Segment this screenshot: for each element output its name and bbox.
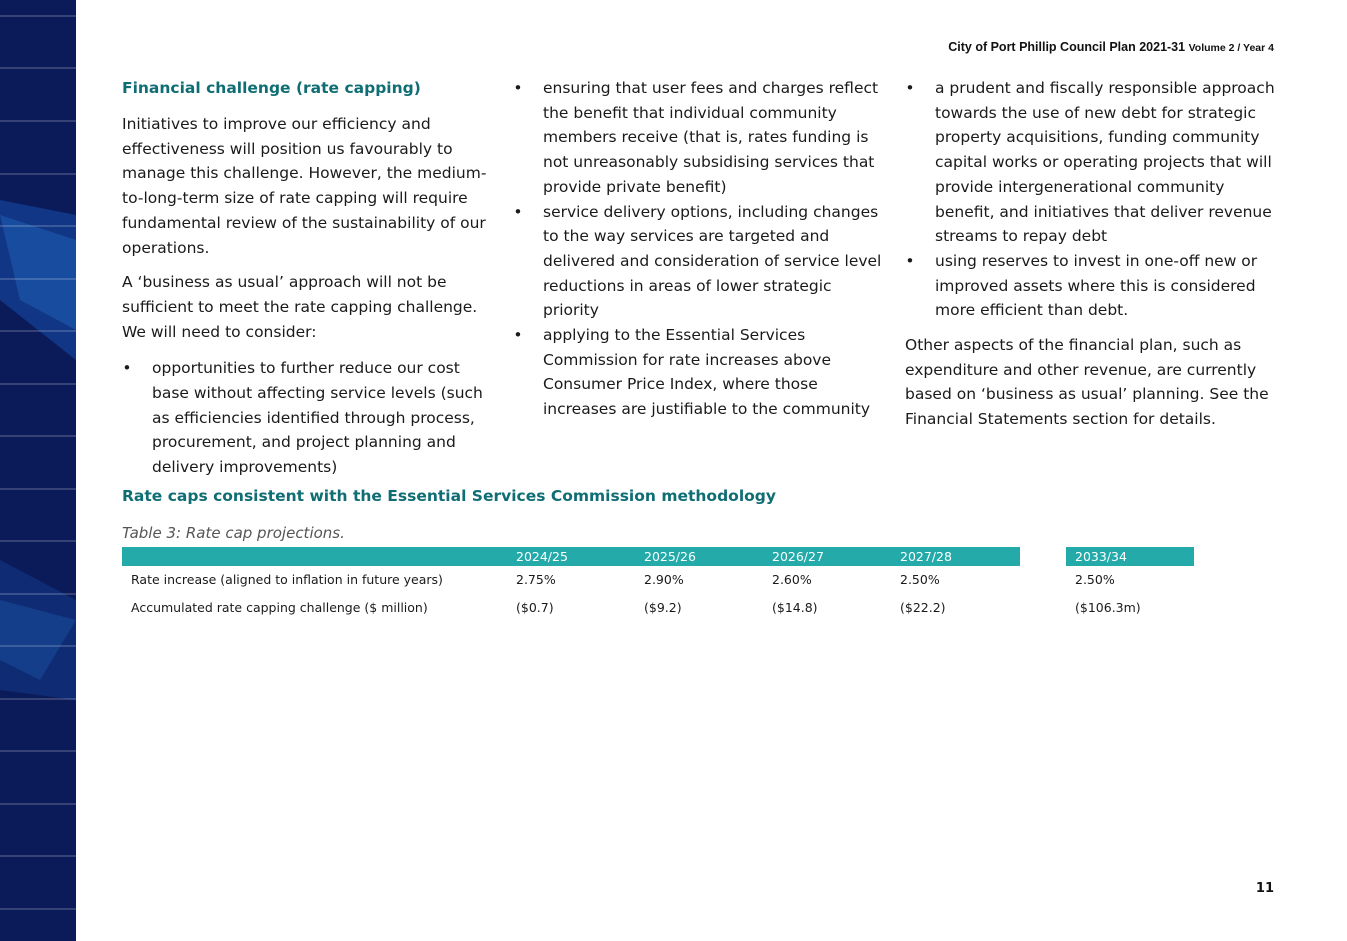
list-item	[905, 76, 1285, 249]
bullet-icon: •	[905, 251, 915, 270]
list-item-text: opportunities to further reduce our cost base without affecting service levels (such as efficiencies identified through process, procurement, and project planning and delivery improvements)	[152, 359, 483, 477]
list-item-text: applying to the Essential Services Commission for rate increases above Consumer Price Index, where those increases are justifiable to the community	[543, 326, 871, 419]
table-cell: ($106.3m)	[1075, 600, 1141, 615]
table-cell: 2.50%	[900, 572, 940, 587]
list-item	[513, 323, 885, 422]
bullet-icon: •	[513, 79, 523, 97]
financial-challenge-heading: Financial challenge (rate capping)	[122, 79, 421, 97]
column-3	[905, 76, 1285, 442]
table-cell: ($22.2)	[900, 600, 946, 615]
bullet-icon: •	[513, 202, 523, 221]
row-label: Rate increase (aligned to inflation in future years)	[131, 572, 443, 587]
paragraph-business-as-usual: A ‘business as usual’ approach will not be sufficient to meet the rate capping challenge. We will need to consider:	[122, 273, 478, 341]
column-header: 2025/26	[644, 549, 696, 564]
bullet-icon: •	[905, 79, 915, 97]
list-item-text: service delivery options, including changes to the way services are targeted and delivered and consideration of service level reductions in areas of lower strategic priority	[543, 202, 882, 320]
column-header: 2024/25	[516, 549, 568, 564]
bullet-icon: •	[513, 326, 523, 345]
document-subtitle: Volume 2 / Year 4	[1188, 42, 1274, 54]
rate-caps-heading: Rate caps consistent with the Essential Services Commission methodology	[122, 487, 776, 505]
consider-list-part-1	[122, 356, 492, 480]
column-header: 2026/27	[772, 549, 824, 564]
list-item	[905, 249, 1285, 323]
rate-cap-table	[122, 547, 1197, 622]
list-item-text: ensuring that user fees and charges reflect the benefit that individual community members receive (that is, rates funding is not unreasonably subsidising services that provide private benefit)	[543, 79, 879, 196]
table-caption: Table 3: Rate cap projections.	[122, 524, 345, 542]
sidebar-pattern-graphic	[0, 0, 76, 941]
list-item-text: using reserves to invest in one-off new or improved assets where this is considered more efficient than debt.	[935, 251, 1258, 320]
table-header-row	[122, 547, 1197, 566]
paragraph-other-aspects: Other aspects of the financial plan, such as expenditure and other revenue, are currently based on ‘business as usual’ planning. See the Financial Statements section for details.	[905, 336, 1269, 429]
consider-list-part-2	[513, 76, 885, 422]
document-title: City of Port Phillip Council Plan 2021-31	[948, 40, 1186, 54]
table-row	[122, 566, 1197, 594]
table-cell: ($14.8)	[772, 600, 818, 615]
paragraph-efficiency: Initiatives to improve our efficiency and effectiveness will position us favourably to manage this challenge. However, the medium-to-long-term size of rate capping will require fundamental review of the sustainability of our operations.	[122, 115, 487, 257]
page-header	[948, 40, 1274, 54]
column-1	[122, 76, 492, 480]
table-cell: ($0.7)	[516, 600, 554, 615]
row-label: Accumulated rate capping challenge ($ million)	[131, 600, 428, 615]
list-item-text: a prudent and fiscally responsible approach towards the use of new debt for strategic property acquisitions, funding community capital works or operating projects that will provide intergenerational community benefit, and initiatives that deliver revenue streams to repay debt	[935, 79, 1275, 246]
bullet-icon: •	[122, 359, 132, 378]
table-cell: 2.50%	[1075, 572, 1115, 587]
decorative-sidebar	[0, 0, 76, 941]
consider-list-part-3	[905, 76, 1285, 323]
column-header: 2033/34	[1075, 549, 1127, 564]
table-cell: 2.60%	[772, 572, 812, 587]
list-item	[122, 356, 492, 480]
table-cell: ($9.2)	[644, 600, 682, 615]
page-number: 11	[1255, 881, 1274, 896]
list-item	[513, 76, 885, 200]
table-cell: 2.75%	[516, 572, 556, 587]
list-item	[513, 200, 885, 324]
column-header: 2027/28	[900, 549, 952, 564]
table-cell: 2.90%	[644, 572, 684, 587]
table-row	[122, 594, 1197, 622]
column-2	[513, 76, 885, 422]
